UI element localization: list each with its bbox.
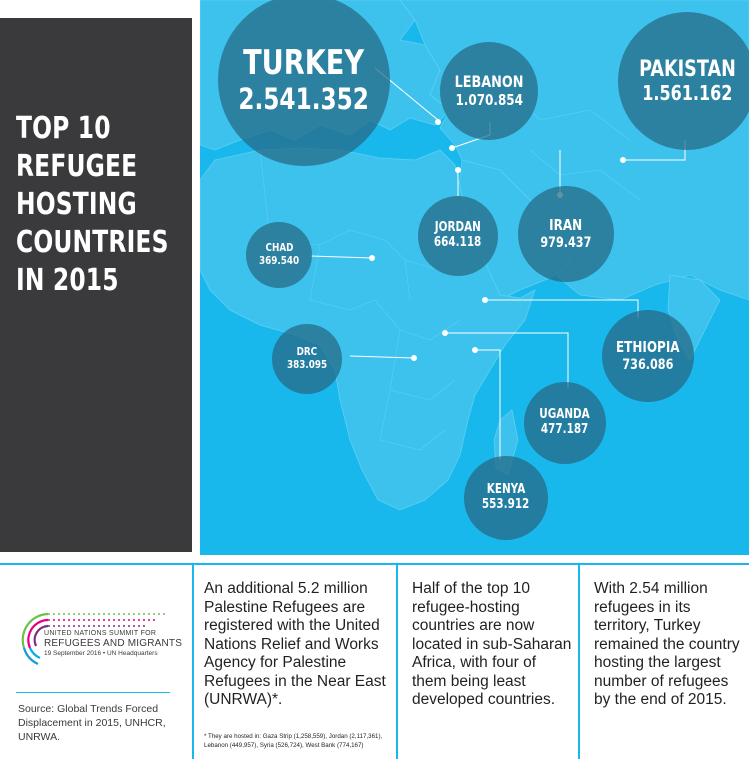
- country-name: IRAN: [549, 216, 583, 235]
- sub-saharan-text: Half of the top 10 refugee-hosting countries are now located in sub-Saharan Africa, with four of them being least developed countries.: [412, 580, 572, 708]
- bubble-pakistan: [618, 12, 749, 150]
- bubble-uganda: [524, 382, 606, 464]
- bubble-iran: [518, 186, 614, 282]
- country-name: CHAD: [265, 241, 293, 255]
- bubble-kenya: [464, 456, 548, 540]
- logo-line-3: 19 September 2016 • UN Headquarters: [44, 650, 158, 657]
- country-name: ETHIOPIA: [616, 338, 680, 357]
- country-value: 477.187: [541, 422, 589, 437]
- country-name: PAKISTAN: [638, 56, 736, 82]
- palestine-refugees-text: An additional 5.2 million Palestine Refugees are registered with the United Nations Relief and Works Agency for Palestine Refugees in the Near East (UNRWA)*.: [204, 580, 386, 708]
- country-name: JORDAN: [434, 220, 482, 236]
- bubble-chad: [246, 222, 312, 288]
- title-panel: [0, 18, 192, 552]
- country-value: 2.541.352: [238, 81, 370, 116]
- bubble-ethiopia: [602, 310, 694, 402]
- country-name: TURKEY: [243, 42, 365, 83]
- logo-line-1: UNITED NATIONS SUMMIT FOR: [44, 630, 157, 637]
- country-value: 664.118: [434, 235, 482, 250]
- country-name: KENYA: [486, 482, 526, 498]
- bubble-jordan: [418, 196, 498, 276]
- logo-line-2: REFUGEES AND MIGRANTS: [44, 638, 183, 649]
- country-value: 1.561.162: [641, 81, 733, 106]
- bubble-turkey: [218, 0, 390, 166]
- column-divider: [578, 565, 580, 759]
- country-value: 369.540: [258, 254, 300, 267]
- footnote: * They are hosted in: Gaza Strip (1,258,559), Jordan (2,117,361), Lebanon (449,957), Syria (526,724), West Bank (774,167): [204, 733, 383, 749]
- country-value: 736.086: [622, 356, 674, 373]
- country-value: 1.070.854: [455, 90, 523, 109]
- country-value: 383.095: [286, 358, 328, 371]
- separator-line: [16, 692, 170, 693]
- country-name: DRC: [296, 345, 318, 359]
- bubble-lebanon: [440, 42, 538, 140]
- map-panel: [200, 0, 749, 555]
- country-name: LEBANON: [454, 72, 524, 92]
- source-note: Source: Global Trends Forced Displacement in 2015, UNHCR, UNRWA.: [18, 703, 166, 743]
- country-name: UGANDA: [539, 407, 591, 423]
- column-divider: [396, 565, 398, 759]
- page-title: TOP 10 REFUGEE HOSTING COUNTRIES IN 2015: [16, 111, 169, 298]
- country-value: 553.912: [482, 497, 530, 512]
- bubble-drc: [272, 324, 342, 394]
- country-value: 979.437: [540, 234, 592, 251]
- column-divider: [192, 565, 194, 759]
- turkey-text: With 2.54 million refugees in its territory, Turkey remained the country hosting the largest number of refugees by the end of 2015.: [594, 580, 740, 708]
